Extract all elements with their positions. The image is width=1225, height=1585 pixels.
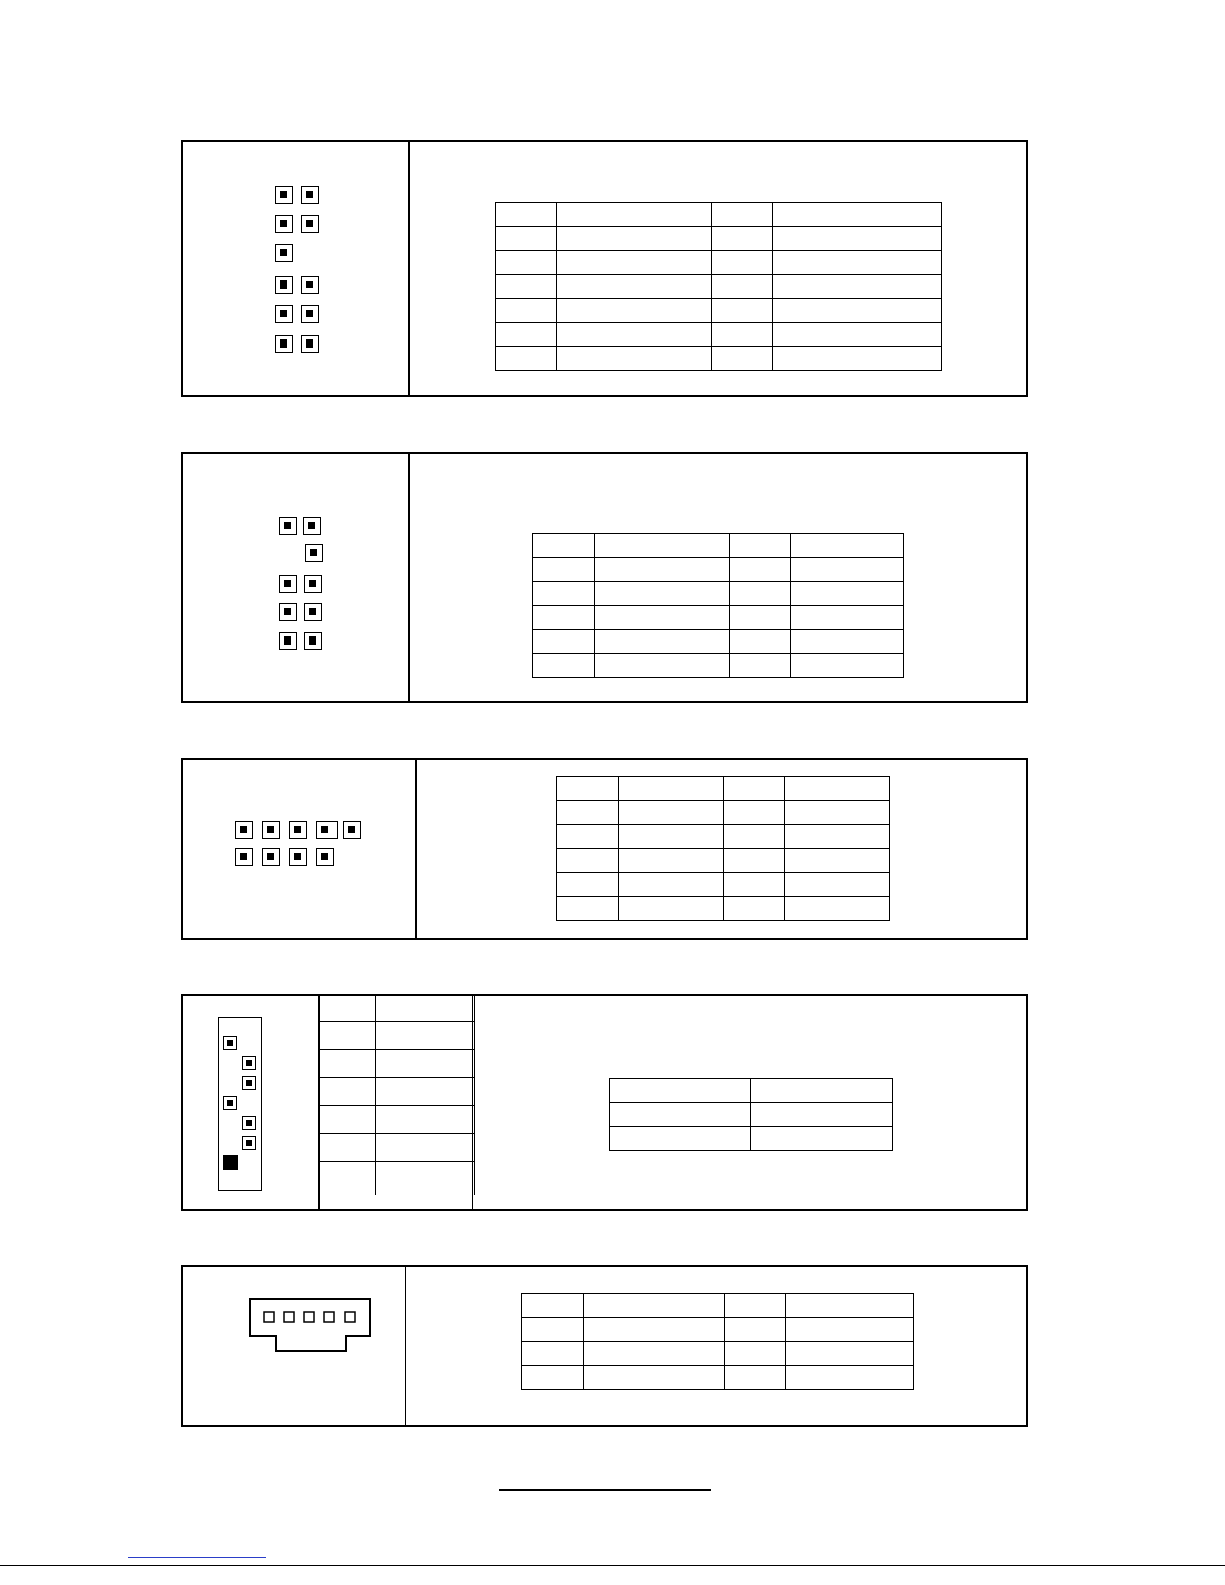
pin bbox=[275, 305, 293, 323]
panel-divider bbox=[415, 760, 417, 938]
page-footer-rule bbox=[499, 1489, 711, 1491]
pin bbox=[235, 821, 253, 839]
pin bbox=[242, 1136, 256, 1150]
pin bbox=[275, 186, 293, 204]
table-row bbox=[318, 1106, 474, 1134]
table-row bbox=[318, 1050, 474, 1078]
page-bottom-rule bbox=[0, 1565, 1225, 1566]
table-row bbox=[522, 1318, 914, 1342]
table-row bbox=[533, 630, 904, 654]
pin bbox=[316, 848, 334, 866]
connector-panel-3 bbox=[181, 758, 1028, 940]
connector-panel-4 bbox=[181, 994, 1028, 1211]
table-row bbox=[533, 606, 904, 630]
panel-divider bbox=[408, 142, 410, 395]
pin bbox=[275, 335, 293, 353]
table-row bbox=[610, 1079, 893, 1103]
table-row bbox=[533, 582, 904, 606]
table-row bbox=[496, 299, 942, 323]
pin bbox=[242, 1076, 256, 1090]
table-row bbox=[533, 558, 904, 582]
table-row bbox=[318, 1022, 474, 1050]
five-pin-connector-diagram bbox=[249, 1298, 373, 1354]
pin bbox=[301, 335, 319, 353]
table-row bbox=[318, 1162, 474, 1196]
table-row bbox=[610, 1127, 893, 1151]
pin bbox=[279, 632, 297, 650]
table-row bbox=[557, 825, 890, 849]
pin-assignment-table bbox=[521, 1293, 914, 1390]
pin bbox=[223, 1096, 237, 1110]
table-row bbox=[522, 1342, 914, 1366]
pin bbox=[301, 215, 319, 233]
pin bbox=[242, 1116, 256, 1130]
pin bbox=[262, 848, 280, 866]
pin bbox=[301, 186, 319, 204]
connector-panel-5 bbox=[181, 1265, 1028, 1427]
pin bbox=[301, 305, 319, 323]
pin bbox=[301, 276, 319, 294]
table-row bbox=[557, 897, 890, 921]
pin bbox=[262, 821, 280, 839]
table-row bbox=[496, 251, 942, 275]
pin bbox=[304, 575, 322, 593]
pin-assignment-table bbox=[495, 202, 942, 371]
table-row bbox=[522, 1294, 914, 1318]
pin bbox=[316, 821, 338, 839]
table-row bbox=[318, 1078, 474, 1106]
pin bbox=[223, 1036, 237, 1050]
table-row bbox=[533, 534, 904, 558]
pin bbox=[242, 1056, 256, 1070]
pin bbox=[304, 632, 322, 650]
table-row bbox=[557, 777, 890, 801]
pin bbox=[279, 575, 297, 593]
panel-divider bbox=[408, 454, 410, 701]
pin bbox=[275, 276, 293, 294]
pin bbox=[279, 517, 297, 535]
pin-strip-diagram bbox=[218, 1017, 262, 1191]
pin bbox=[235, 848, 253, 866]
pin bbox=[289, 848, 307, 866]
pin-assignment-table bbox=[532, 533, 904, 678]
table-row bbox=[496, 275, 942, 299]
pin bbox=[343, 821, 361, 839]
table-row bbox=[557, 801, 890, 825]
table-row bbox=[496, 347, 942, 371]
pin bbox=[305, 544, 323, 562]
footer-link-underline[interactable] bbox=[128, 1557, 266, 1558]
pin bbox=[275, 215, 293, 233]
table-row bbox=[318, 1134, 474, 1162]
table-row bbox=[496, 203, 942, 227]
pin-assignment-table bbox=[556, 776, 890, 921]
pin bbox=[303, 517, 321, 535]
table-row bbox=[522, 1366, 914, 1390]
pin bbox=[279, 603, 297, 621]
pin-1-marker bbox=[223, 1155, 238, 1170]
pin-assignment-table bbox=[318, 994, 475, 1195]
table-row bbox=[557, 873, 890, 897]
table-row bbox=[496, 227, 942, 251]
pin bbox=[275, 244, 293, 262]
table-row bbox=[496, 323, 942, 347]
setting-table bbox=[609, 1078, 893, 1151]
connector-panel-2 bbox=[181, 452, 1028, 703]
table-row bbox=[318, 994, 474, 1022]
table-row bbox=[610, 1103, 893, 1127]
table-row bbox=[557, 849, 890, 873]
pin bbox=[289, 821, 307, 839]
connector-panel-1 bbox=[181, 140, 1028, 397]
table-row bbox=[533, 654, 904, 678]
pin bbox=[304, 603, 322, 621]
panel-divider bbox=[405, 1267, 406, 1425]
